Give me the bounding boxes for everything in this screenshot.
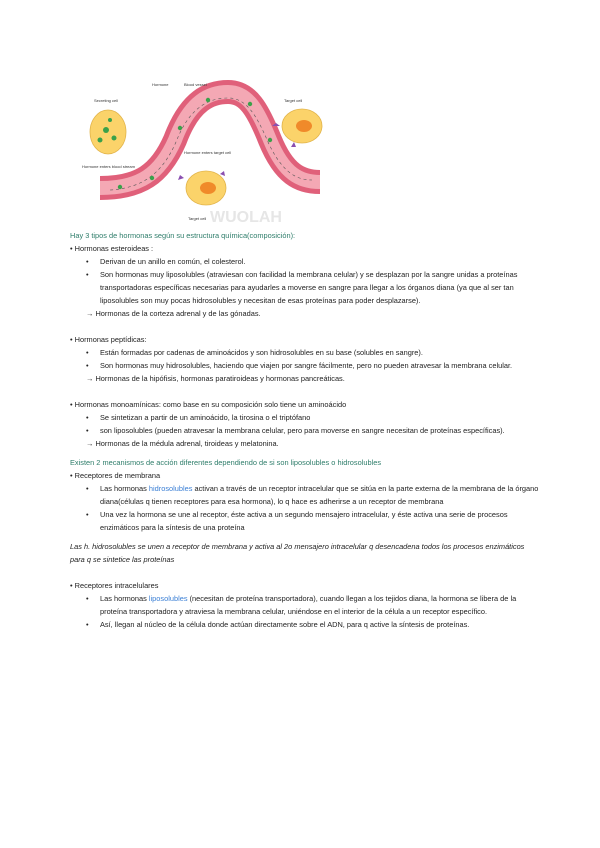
list-item: • Están formadas por cadenas de aminoácidos y son hidrosolubles en su base (solubles en sangre). <box>86 348 423 357</box>
peptide-examples: → Hormonas de la hipófisis, hormonas paratiroideas y hormonas pancreáticas. <box>86 374 345 383</box>
list-item: • Las hormonas liposolubles (necesitan de proteína transportadora), cuando llegan a los tejidos diana, la hormona se libera de la proteína transportadora y atraviesa la membrana celular, uniéndose en el interior de la célula a un receptor específico. <box>86 594 517 616</box>
steroid-examples: → Hormonas de la corteza adrenal y de las gónadas. <box>86 309 261 318</box>
label-target-cell-right: Target cell <box>284 98 303 103</box>
label-hormone-enters-target: Hormone enters target cell <box>184 150 232 155</box>
list-item: • Una vez la hormona se une al receptor, éste activa a un segundo mensajero intracelular, y éste activa una serie de procesos enzimáticos para la síntesis de una proteína <box>86 510 508 532</box>
list-item: • Son hormonas muy liposolubles (atraviesan con facilidad la membrana celular) y se desplazan por la sangre unidas a proteínas transportadoras específicas necesarias para ayudarles a moverse en sangre para llegar a los órganos diana (ya que al ser tan liposolubles son muy pocas hidrosolubles y necesitan de esas proteínas para poder desplazarse). <box>86 270 518 305</box>
section-peptide-title: • Hormonas peptídicas: <box>70 335 147 344</box>
section-membrane-title: • Receptores de membrana <box>70 471 161 480</box>
label-target-cell-bottom: Target cell <box>188 216 207 221</box>
list-item: • Son hormonas muy hidrosolubles, haciendo que viajen por sangre fácilmente, pero no pueden atravesar la membrana celular. <box>86 361 513 370</box>
secreting-cell <box>90 110 126 154</box>
list-item: • son liposolubles (pueden atravesar la membrana celular, pero para moverse en sangre necesitan de proteínas específicas). <box>86 426 505 435</box>
italic-note: Las h. hidrosolubles se unen a receptor de membrana y activa al 2o mensajero intracelular q desencadena todos los procesos enzimáticos para q se sintetice las proteínas <box>70 542 525 564</box>
highlight-hydrosoluble: hidrosolubles <box>148 484 193 493</box>
hormone-diagram <box>80 70 340 228</box>
section-monoamine-title: • Hormonas monoamínicas: como base en su composición solo tiene un aminoácido <box>70 400 347 409</box>
section-steroid-title: • Hormonas esteroideas : <box>70 244 154 253</box>
label-hormone: Hormone <box>152 82 169 87</box>
label-hormone-enters-blood: Hormone enters blood stream <box>82 164 135 169</box>
watermark: WUOLAH <box>210 209 282 226</box>
list-item: • Se sintetizan a partir de un aminoácido, la tirosina o el triptófano <box>86 413 311 422</box>
list-item: • Derivan de un anillo en común, el colesterol. <box>86 257 246 266</box>
label-secreting-cell: Secreting cell <box>94 98 119 103</box>
monoamine-examples: → Hormonas de la médula adrenal, tiroideas y melatonina. <box>86 439 279 448</box>
section-intracellular-title: • Receptores intracelulares <box>70 581 159 590</box>
heading-mechanisms: Existen 2 mecanismos de acción diferentes dependiendo de si son liposolubles o hidrosolubles <box>70 458 382 467</box>
list-item: • Las hormonas hidrosolubles activan a través de un receptor intracelular que se sitúa en la parte externa de la membrana de la órgano diana(células q tienen receptores para esa hormona), lo q hace es adherirse a un receptor de membrana <box>86 484 539 506</box>
highlight-liposoluble: liposolubles <box>148 594 188 603</box>
target-cell-bottom <box>178 171 226 205</box>
document-body <box>70 229 540 631</box>
label-blood-vessel: Blood vessel <box>184 82 207 87</box>
heading-types: Hay 3 tipos de hormonas según su estructura química(composición): <box>70 231 296 240</box>
list-item: • Así, llegan al núcleo de la célula donde actúan directamente sobre el ADN, para q active la síntesis de proteínas. <box>86 620 470 629</box>
